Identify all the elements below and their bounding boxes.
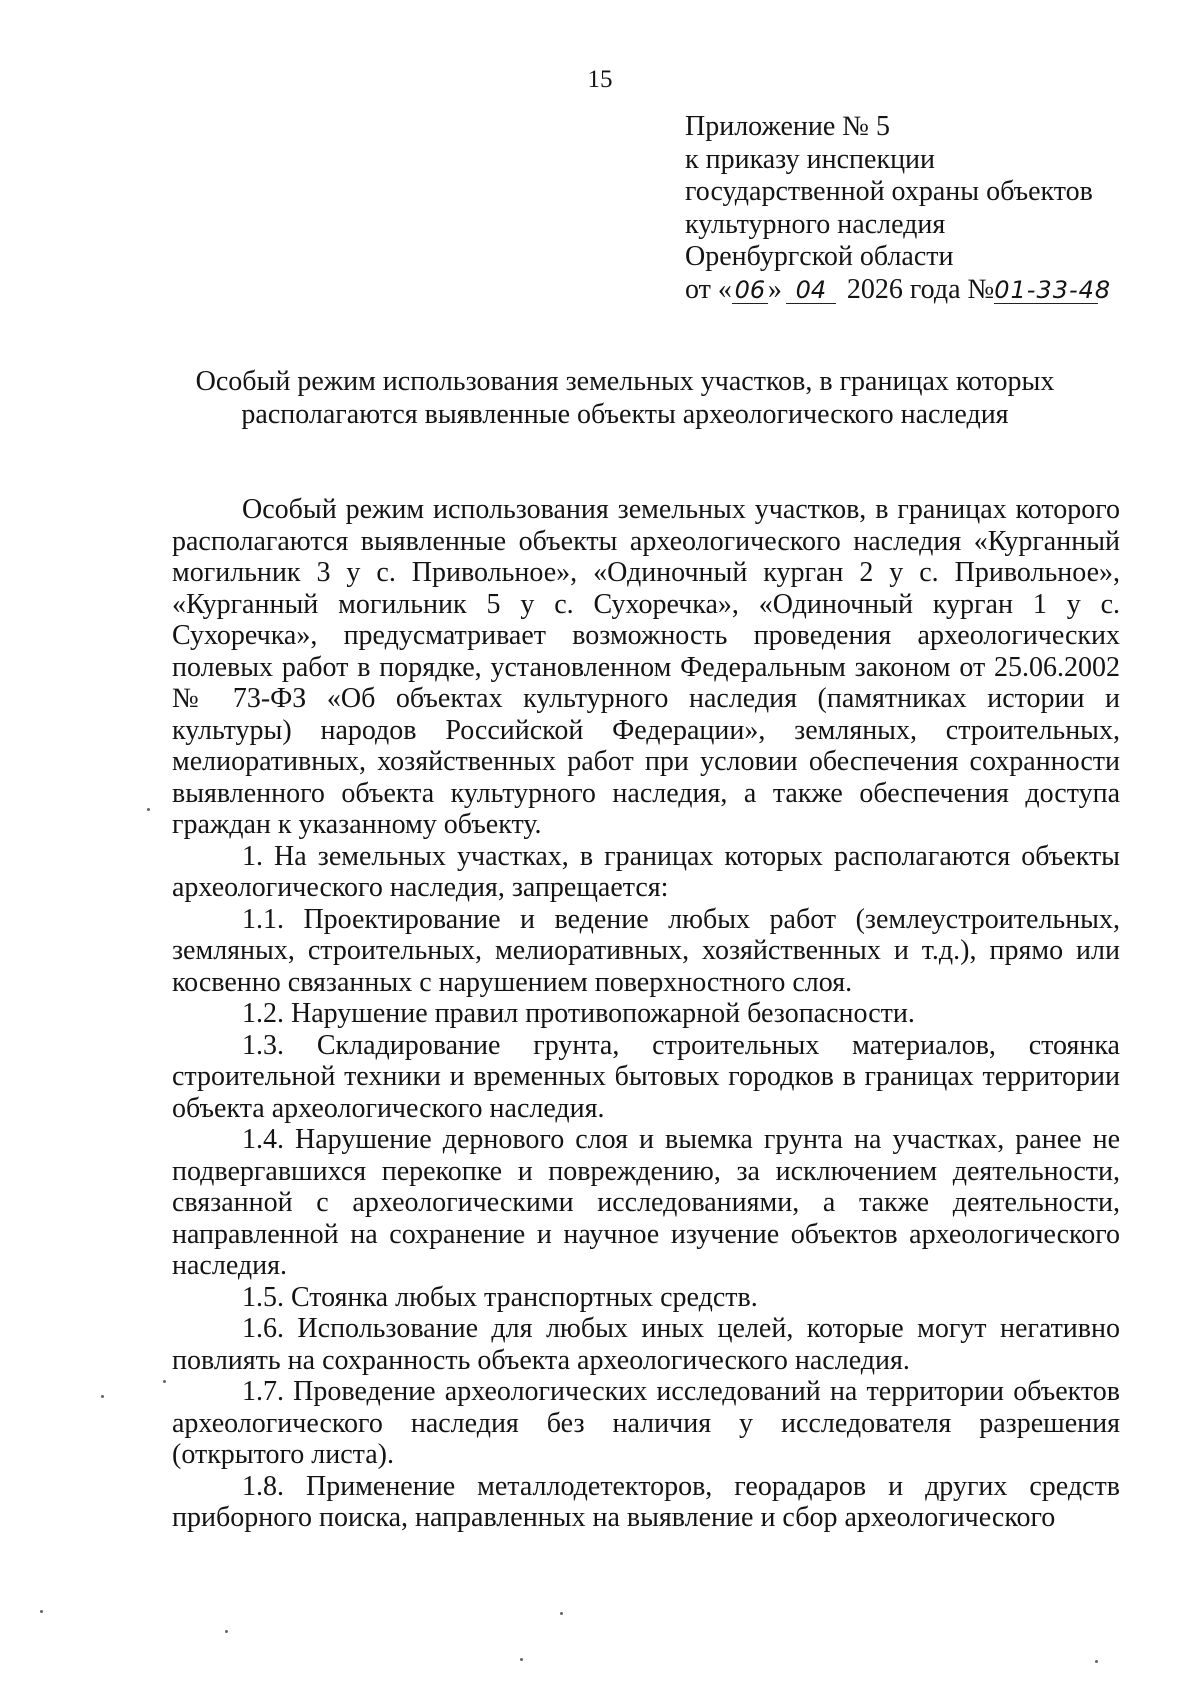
document-title: Особый режим использования земельных участков, в границах которых располагаются выявленные объекты археологического наследия <box>195 366 1055 430</box>
page-number: 15 <box>587 66 613 93</box>
scan-speck <box>225 1630 228 1633</box>
paragraph-1-6: 1.6. Использование для любых иных целей, которые могут негативно повлиять на сохранность объекта археологического наследия. <box>172 1313 1120 1376</box>
appendix-line-1: Приложение № 5 <box>685 111 890 142</box>
date-prefix: от « <box>685 273 732 305</box>
appendix-header <box>685 111 1112 306</box>
scan-speck <box>1095 1660 1098 1663</box>
scan-speck <box>520 1658 523 1661</box>
scan-speck <box>40 1610 43 1613</box>
handwritten-day: 06 <box>732 277 768 304</box>
appendix-line-4: культурного наследия <box>685 208 946 240</box>
handwritten-order-number: 01-33-48 <box>994 275 1112 304</box>
appendix-date-line <box>685 273 1112 307</box>
paragraph-1-7: 1.7. Проведение археологических исследований на территории объектов археологического наследия без наличия у исследователя разрешения (открытого листа). <box>172 1376 1120 1470</box>
scan-speck <box>101 1395 104 1398</box>
paragraph-1-5: 1.5. Стоянка любых транспортных средств. <box>242 1281 758 1313</box>
appendix-line-3: государственной охраны объектов <box>685 176 1093 207</box>
paragraph-1-2: 1.2. Нарушение правил противопожарной безопасности. <box>242 998 915 1029</box>
scan-speck <box>560 1612 563 1615</box>
paragraph-1-8: 1.8. Применение металлодетекторов, георадаров и других средств приборного поиска, направленных на выявление и сбор археологического <box>172 1470 1120 1533</box>
paragraph-1-4: 1.4. Нарушение дернового слоя и выемка грунта на участках, ранее не подвергавшихся перекопке и повреждению, за исключением деятельности, связанной с археологическими исследованиями, а также деятельности, направленной на сохранение и научное изучение объектов археологического наследия. <box>172 1124 1120 1281</box>
document-body <box>172 494 1120 1534</box>
appendix-line-2: к приказу инспекции <box>685 143 936 175</box>
paragraph-1-3: 1.3. Складирование грунта, строительных материалов, стоянка строительной техники и временных бытовых городков в границах территории объекта археологического наследия. <box>172 1029 1120 1124</box>
handwritten-month: 04 <box>786 277 836 304</box>
paragraph-1: 1. На земельных участках, в границах которых располагаются объекты археологического наследия, запрещается: <box>172 840 1120 903</box>
date-mid: » <box>767 273 782 305</box>
paragraph-1-1: 1.1. Проектирование и ведение любых работ (землеустроительных, земляных, строительных, мелиоративных, хозяйственных и т.д.), прямо или косвенно связанных с нарушением поверхностного слоя. <box>172 903 1120 998</box>
paragraph-intro: Особый режим использования земельных участков, в границах которого располагаются выявленные объекты археологического наследия «Курганный могильник 3 у с. Привольное», «Одиночный курган 2 у с. Привольное», «Курганный могильник 5 у с. Сухоречка», «Одиночный курган 1 у с. Сухоречка», предусматривает возможность проведения археологических полевых работ в порядке, установленном Федеральным законом от 25.06.2002 № 73-ФЗ «Об объектах культурного наследия (памятниках истории и культуры) народов Российской Федерации», земляных, строительных, мелиоративных, хозяйственных работ при условии обеспечения сохранности выявленного объекта культурного наследия, а также обеспечения доступа граждан к указанному объекту. <box>172 494 1120 840</box>
appendix-line-5: Оренбургской области <box>685 241 954 272</box>
scan-speck <box>163 1380 166 1383</box>
date-year-text: 2026 года № <box>846 273 995 305</box>
scan-speck <box>147 808 150 811</box>
